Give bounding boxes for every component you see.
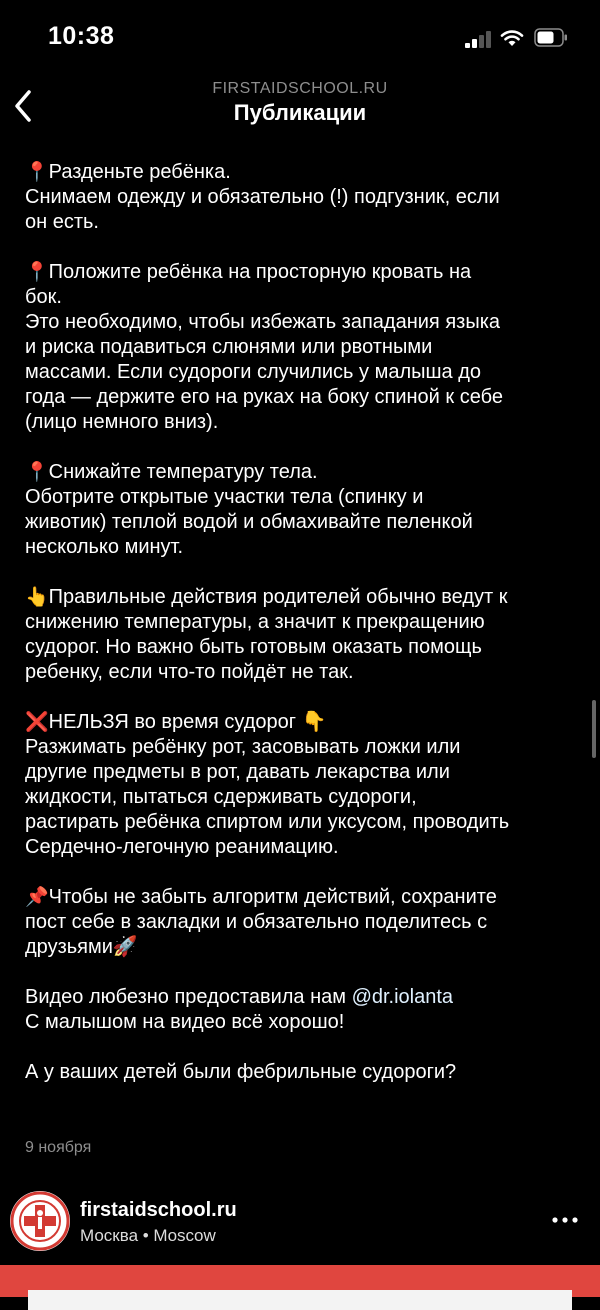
caption-text: бок. [25, 286, 62, 308]
post-caption [25, 160, 585, 1085]
page-title: Публикации [233, 100, 367, 125]
caption-text: растирать ребёнка спиртом или уксусом, проводить [25, 811, 510, 833]
mention-link[interactable]: @dr.iolanta [351, 986, 454, 1008]
caption-line [25, 485, 585, 510]
caption-line [25, 610, 585, 635]
post-date: 9 ноября [25, 1139, 92, 1156]
caption-text: пост себе в закладки и обязательно поделитесь с [25, 911, 488, 933]
status-bar [0, 0, 600, 78]
caption-line [25, 1010, 585, 1035]
location-label[interactable]: Москва • Moscow [80, 1226, 216, 1245]
caption-line [25, 810, 585, 835]
caption-text: массами. Если судороги случились у малыша до [25, 361, 482, 383]
paragraph-gap [25, 1035, 585, 1060]
caption-line [25, 535, 585, 560]
caption-text: он есть. [25, 211, 99, 233]
caption-text: другие предметы в рот, давать лекарства или [25, 761, 450, 783]
caption-line [25, 910, 585, 935]
caption-text: Видео любезно предоставила нам [25, 986, 352, 1008]
paragraph-gap [25, 860, 585, 885]
caption-text: Правильные действия родителей обычно ведут к [48, 586, 508, 608]
caption-text: животик) теплой водой и обмахивайте пеленкой [25, 511, 473, 533]
caption-text: Снимаем одежду и обязательно (!) подгузник, если [25, 186, 500, 208]
caption-text: Это необходимо, чтобы избежать западания языка [25, 311, 500, 333]
caption-line [25, 260, 585, 285]
paragraph-gap [25, 435, 585, 460]
paragraph-gap [25, 560, 585, 585]
caption-line [25, 585, 585, 610]
scroll-indicator[interactable] [592, 700, 596, 758]
caption-text: друзьями🚀 [25, 936, 138, 958]
caption-text: С малышом на видео всё хорошо! [25, 1011, 345, 1033]
caption-line [25, 760, 585, 785]
more-dots-icon[interactable] [550, 1213, 580, 1227]
status-time: 10:38 [48, 22, 115, 50]
caption-line [25, 835, 585, 860]
caption-line [25, 735, 585, 760]
account-name[interactable]: firstaidschool.ru [80, 1199, 237, 1221]
emoji-icon: 📍 [25, 462, 49, 483]
caption-line [25, 360, 585, 385]
caption-line [25, 885, 585, 910]
caption-text: несколько минут. [25, 536, 184, 558]
next-post-media[interactable] [0, 1265, 600, 1297]
caption-text: Снижайте температуру тела. [48, 461, 318, 483]
battery-icon [534, 28, 568, 47]
caption-text: НЕЛЬЗЯ во время судорог 👇 [48, 711, 327, 733]
emoji-icon: 📌 [25, 887, 49, 908]
emoji-icon: ❌ [25, 712, 49, 733]
emoji-icon: 📍 [25, 262, 49, 283]
caption-text: Оботрите открытые участки тела (спинку и [25, 486, 424, 508]
caption-line [25, 185, 585, 210]
caption-text: Положите ребёнка на просторную кровать на [48, 261, 472, 283]
caption-text: А у ваших детей были фебрильные судороги? [25, 1061, 457, 1083]
emoji-icon: 📍 [25, 162, 49, 183]
paragraph-gap [25, 960, 585, 985]
nav-header [0, 78, 600, 138]
caption-text: снижению температуры, а значит к прекращению [25, 611, 485, 633]
paragraph-gap [25, 685, 585, 710]
caption-text: судорог. Но важно быть готовым оказать помощь [25, 636, 482, 658]
caption-line [25, 1060, 585, 1085]
caption-text: Сердечно-легочную реанимацию. [25, 836, 339, 858]
emoji-icon: 👆 [25, 587, 49, 608]
caption-line [25, 710, 585, 735]
caption-text: и риска подавиться слюнями или рвотными [25, 336, 433, 358]
caption-line [25, 660, 585, 685]
caption-line [25, 160, 585, 185]
next-post-media-preview [28, 1290, 572, 1310]
caption-text: Разжимать ребёнку рот, засовывать ложки или [25, 736, 461, 758]
caption-line [25, 635, 585, 660]
caption-line [25, 310, 585, 335]
header-account-name[interactable]: FIRSTAIDSCHOOL.RU [212, 80, 388, 97]
caption-text: (лицо немного вниз). [25, 411, 219, 433]
caption-text: Чтобы не забыть алгоритм действий, сохраните [48, 886, 497, 908]
wifi-icon [500, 28, 524, 48]
caption-text: года — держите его на руках на боку спиной к себе [25, 386, 503, 408]
paragraph-gap [25, 235, 585, 260]
caption-text: Разденьте ребёнка. [48, 161, 231, 183]
caption-line [25, 785, 585, 810]
caption-line [25, 935, 585, 960]
caption-line [25, 510, 585, 535]
caption-line [25, 285, 585, 310]
caption-text: ребенку, если что-то пойдёт не так. [25, 661, 354, 683]
avatar[interactable] [10, 1191, 70, 1251]
caption-line [25, 210, 585, 235]
next-post-header [0, 1183, 600, 1263]
caption-text: жидкости, пытаться сдерживать судороги, [25, 786, 417, 808]
caption-line [25, 385, 585, 410]
caption-line [25, 335, 585, 360]
caption-line [25, 985, 585, 1010]
caption-line [25, 410, 585, 435]
caption-line [25, 460, 585, 485]
cellular-signal-icon [465, 30, 493, 48]
first-aid-logo-icon [10, 1191, 70, 1251]
